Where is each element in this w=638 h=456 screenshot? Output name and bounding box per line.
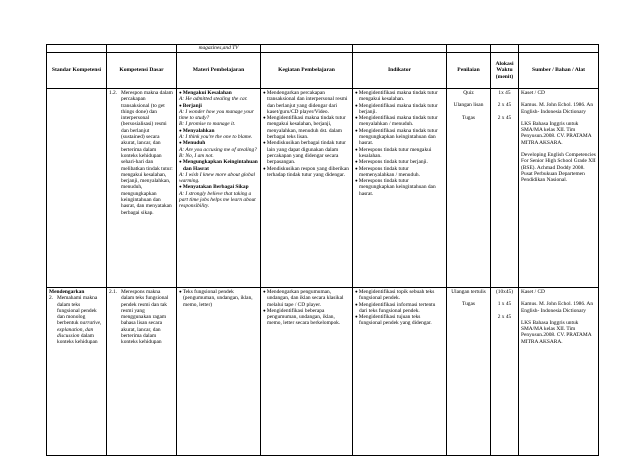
indikator-item: ● Mengidentifikasi informasi tertentu dari teks fungsional pendek. [355,302,444,315]
indikator-item: ● Mengidentifikasi tujuan teks fungsional pendek yang didengar. [355,314,444,327]
header-kegiatan: Kegiatan Pembelajaran [261,53,353,89]
materi-example: A: I wish I knew more about global warming. [179,171,256,185]
penilaian-item: Quiz [463,90,474,96]
indikator-item: ● Merespons tindak tutur berjanji. [355,159,444,165]
header-materi: Materi Pembelajaran [177,53,261,89]
row1-penilaian-cell [447,89,491,288]
alokasi-item: 1x 45 [498,90,511,96]
row2-sk-tail: dalam konteks kehidupan [57,333,98,346]
materi-heading: ● Mengungkapkan Keingintahuan dan Hasrat [179,159,258,172]
sumber-item: LKS Bahasa Inggris untuk SMA/MA kelas XII. Tim Penyusun.2008. CV. PRATAMA MITRA AKSARA. [521,319,592,345]
sumber-item: Kaset / CD [521,90,545,96]
row2-kd-cell [107,288,177,456]
sumber-item: Kamus. M. John Echol. 1986. An English- Indonesia Dictionary [521,102,594,115]
header-alokasi: Alokasi Waktu (menit) [491,53,519,89]
indikator-item: ● Mengidentifikasi makna tindak tutur menyalahkan / menuduh. [355,115,444,128]
row2-sumber-cell [519,288,599,456]
kegiatan-item: ● Mengidentifikasi makna tindak tutur mengakui kesalahan, berjanji, menyalahkan, menuduh dst. dalam berbagai teks lisan. [263,115,350,140]
header-indikator: Indikator [353,53,447,89]
indikator-item: ● Merespons tindak tutur memenyalahkan / menuduh. [355,166,444,179]
kegiatan-item: ● Mengidentifikasi beberapa pengumuman, undangan, iklan, memo, letter secara berkelompok. [263,308,350,327]
indikator-item: ● Mengidentifikasi topik sebuah teks fungsional pendek. [355,289,444,302]
materi-example: A: I strongly believe that taking a part time jobs helps me learn about responsibility. [179,190,256,210]
row2-penilaian-cell [447,288,491,456]
row1-indikator-cell [353,89,447,288]
row1-alokasi-cell [491,89,519,288]
penilaian-item: Ulangan lisan [453,102,484,109]
sumber-item: LKS Bahasa Inggris untuk SMA/MA kelas XII. Tim Penyusun.2008. CV. PRATAMA MITRA AKSARA. [521,120,592,146]
alokasi-item: 2 x 45 [497,313,512,320]
indikator-item: ● Mengidentifikasi makna tindak tutur berjanji. [355,103,444,116]
alokasi-item: (10x45) [495,289,514,295]
kegiatan-item: ● Mendengarkan percakapan transaksional dan interpersonal resmi dan berlanjut yang didengar dari kaset/guru/CD player/Video. [263,90,350,115]
header-sumber: Sumber / Bahan / Alat [519,53,599,89]
row2-standar-cell [47,288,107,456]
table-row [47,89,599,288]
sumber-item: Developing English Competencies For Senior High School Grade XII (BSE). Achmad Doddy 2008. Pusat Perbukuan Departemen Pendidikan Nasional. [521,152,596,184]
header-row [47,53,599,89]
row2-section-title: Mendengarkan [49,289,85,295]
header-kompetensi: Kompetensi Dasar [107,53,177,89]
syllabus-table [46,44,599,456]
row1-sumber-cell [519,89,599,288]
indikator-item: ● Mengidentifikasi makna tindak tutur mengungkapkan keingintahuan dan hasrat. [355,128,444,147]
kegiatan-item: ● Mendiskusikan respon yang diberikan terhadap tindak tutur yang didengar. [263,166,350,179]
row2-indikator-cell [353,288,447,456]
top-continuation-row [47,45,599,53]
materi-example: B: I promise to manage it. [179,121,236,128]
row2-kegiatan-cell [261,288,353,456]
materi-example: A: He admitted stealing the car. [179,96,248,103]
row2-sk-italic: narrative, explanation, dan discussion [57,320,102,340]
materi-example: A: I think you're the one to blame. [179,134,253,141]
indikator-item: ● Mengidentifikasi makna tindak tutur mengakui kesalahan. [355,90,444,103]
row2-materi-cell [177,288,261,456]
materi-example: A: I wonder how you manage your time to study? [179,108,254,122]
sumber-item: Kamus. M. John Echol. 1986. An English- Indonesia Dictionary [521,301,594,314]
materi-example: B: No, I am not. [179,152,214,159]
materi-heading: ● Mengakui Kesalahan [179,90,258,96]
table-row [47,288,599,456]
alokasi-item: 2 x 45 [497,114,512,121]
sumber-item: Kaset / CD [521,289,545,295]
kegiatan-item: ● Mendiskusikan berbagai tindak tutur lain yang dapat digunakan dalam percakapan yang didengar secara berpasangan. [263,140,350,165]
penilaian-item: Tugas [462,114,475,121]
row1-kd-text: Merespon makna dalam percakapan transaksional (to get things done) dan interpersonal (bersosialisasi) resmi dan berlanjut (sustained) secara akurat, lancar, dan berterima dalam konteks kehidupan sehari-hari dan melibatkan tindak tutur: mengakui kesalahan, berjanji, menyalahkan, menuduh, mengungkapkan keingintahuan dan hasrat, dan menyatakan berbagai sikap. [121,90,173,216]
alokasi-item: 1 x 45 [497,301,512,308]
header-penilaian: Penilaian [447,53,491,89]
alokasi-item: 2 x 45 [497,102,512,109]
row2-alokasi-cell [491,288,519,456]
row2-sk-text: Memahami makna dalam teks fungsional pendek dan monolog berbentuk [57,295,98,327]
row1-kegiatan-cell [261,89,353,288]
row2-kd-num: 2.1. [109,289,118,295]
row1-materi-cell [177,89,261,288]
materi-example: A: Are you accusing me of stealing? [179,146,257,153]
materi-heading: ● Menyalahkan [179,128,258,134]
materi-heading: ● Berjanji [179,103,258,109]
penilaian-item: Ulangan tertulis [451,289,486,295]
penilaian-item: Tugas [462,301,475,308]
top-continuation-text: magazines,and TV [177,45,261,53]
indikator-item: ● Merespons tindak tutur mengungkapkan keingintahuan dan hasrat. [355,178,444,197]
row1-kd-cell [107,89,177,288]
materi-heading: ● Menuduh [179,140,258,146]
header-standar: Standar Kompetensi [47,53,107,89]
row2-materi-item: ● Teks fungsional pendek (pengumuman, undangan, iklan, memo, letter) [179,289,258,308]
row1-kd-num: 1.2. [109,90,118,96]
materi-heading: ● Menyatakan Berbagai Sikap [179,184,258,190]
row2-sk-num: 2. [49,295,54,302]
row2-kd-text: Merespons makna dalam teks fungsional pendek resmi dan tak resmi yang menggunakan ragam bahasa lisan secara akurat, lancar, dan berterima dalam konteks kehidupan [121,289,169,346]
indikator-item: ● Merespons tindak tutur mengakui kesalahan. [355,147,444,160]
kegiatan-item: ● Mendengarkan pengumuman, undangan, dan iklan secara klasikal melalui tape / CD player. [263,289,350,308]
row1-standar-cell [47,89,107,288]
